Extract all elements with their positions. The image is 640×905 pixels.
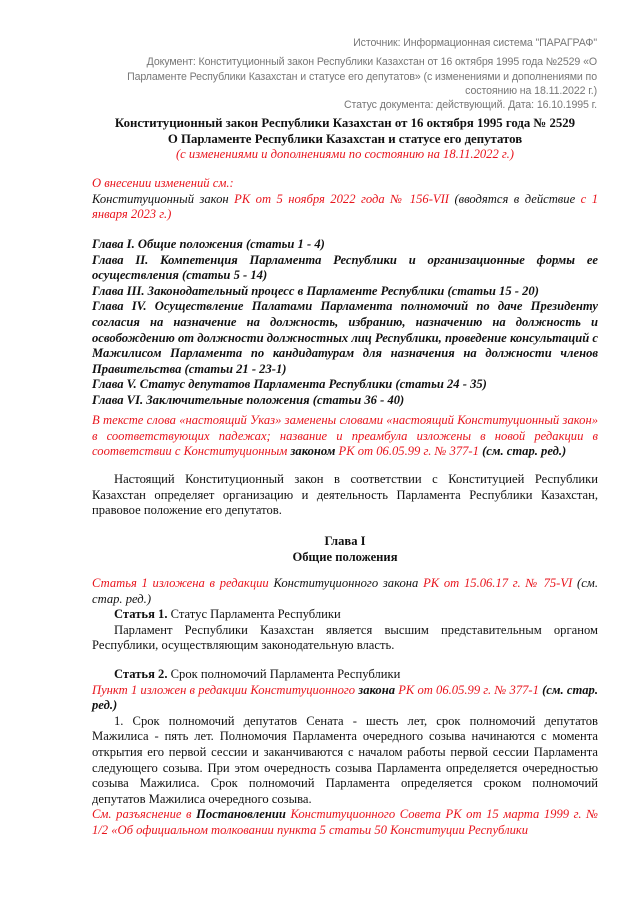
- see-also-bold: Постановлении: [196, 807, 286, 822]
- edit-note-law: законом: [290, 444, 336, 459]
- status-line: Статус документа: действующий. Дата: 16.10.1995 г.: [343, 99, 597, 111]
- changes-effect-link[interactable]: с 1 января 2023 г.): [92, 191, 599, 222]
- table-of-contents: [92, 237, 598, 409]
- toc-item[interactable]: Глава II. Компетенция Парламента Республики и организационные формы ее осуществления (статьи 5 - 14): [92, 252, 598, 283]
- preamble: Настоящий Конституционный закон в соответствии с Конституцией Республики Казахстан определяет организацию и деятельность Парламента Республики Казахстан, правовое положение его депутатов.: [92, 472, 598, 518]
- article1-note-law: Конституционного закона: [273, 576, 419, 590]
- old-edition-link[interactable]: (см. стар. ред.): [482, 444, 567, 459]
- article1-text: Парламент Республики Казахстан является высшим представительным органом Республики, осуществляющим законодательную власть.: [92, 622, 598, 653]
- changes-block: [92, 176, 598, 223]
- article1-note-text: Статья 1 изложена в редакции: [92, 576, 269, 590]
- article1-note-link[interactable]: РК от 15.06.17 г. № 75-VI: [423, 576, 573, 590]
- toc-item[interactable]: Глава V. Статус депутатов Парламента Республики (статьи 24 - 35): [92, 377, 487, 392]
- changes-heading: О внесении изменений см.:: [92, 176, 234, 190]
- article2-see-also: [92, 807, 598, 838]
- article2-note: [92, 683, 598, 714]
- doc-title: Конституционный закон Республики Казахстан от 16 октября 1995 года № 2529: [114, 116, 576, 130]
- document-line: Документ: Конституционный закон Республики Казахстан от 16 октября 1995 года №2529 «О Парламенте Республики Казахстан и статусе его депутатов» (с изменениями и дополнениями по состоянию на 18.11.2022 г.): [127, 56, 597, 98]
- edit-note-text: В тексте слова «настоящий Указ» заменены словами «настоящий Конституционный закон» в соответствующих падежах; название и преамбула изложены в новой редакции в соответствии с Конституционным: [92, 413, 598, 459]
- article2-title: Срок полномочий Парламента Республики: [170, 667, 401, 681]
- source-line: Источник: Информационная система "ПАРАГРАФ": [353, 37, 597, 49]
- article2-note-law: закона: [358, 682, 395, 697]
- article1-title: Статус Парламента Республики: [170, 607, 341, 621]
- article2-paragraph1: 1. Срок полномочий депутатов Сената - шесть лет, срок полномочий депутатов Мажилиса - пять лет. Полномочия Парламента очередного созыва начинаются с момента открытия его первой сессии и заканчиваются с началом работы первой сессии Парламента следующего созыва. При этом очередность созыва Парламента определяется очередностью созыва Мажилиса. Срок полномочий Парламента определяется сроком полномочий депутатов Мажилиса очередного созыва.: [92, 713, 598, 806]
- old-edition-link[interactable]: (см. стар. ред.): [92, 682, 598, 713]
- doc-subtitle: О Парламенте Республики Казахстан и статусе его депутатов: [167, 132, 523, 146]
- old-edition-link[interactable]: (см. стар. ред.): [92, 576, 598, 606]
- article1-note: [92, 576, 598, 607]
- article2: [92, 667, 598, 839]
- amend-date-link[interactable]: по состоянию на 18.11.2022 г.): [348, 147, 515, 161]
- changes-effect-text: (вводятся в действие: [454, 191, 576, 206]
- see-also-prefix: См. разъяснение в: [92, 807, 192, 822]
- article2-note-link[interactable]: РК от 06.05.99 г. № 377-1: [398, 682, 539, 697]
- changes-law-link[interactable]: РК от 5 ноября 2022 года № 156-VII: [234, 191, 449, 206]
- see-also-link[interactable]: Конституционного Совета РК от 15 марта 1999 г. № 1/2 «Об официальном толковании пункта 5 статьи 50 Конституции Республики: [92, 807, 598, 837]
- toc-item[interactable]: Глава I. Общие положения (статьи 1 - 4): [92, 237, 325, 251]
- toc-item[interactable]: Глава III. Законодательный процесс в Парламенте Республики (статьи 15 - 20): [92, 283, 539, 298]
- edit-note-link[interactable]: РК от 06.05.99 г. № 377-1: [338, 444, 479, 459]
- doc-amendments: [92, 147, 598, 163]
- chapter-name: Общие положения: [292, 550, 398, 564]
- edit-note: [92, 413, 598, 460]
- amend-prefix: (с изменениями и дополнениями: [175, 147, 346, 161]
- toc-item[interactable]: Глава IV. Осуществление Палатами Парламента полномочий по даче Президенту согласия на назначение на должность, избранию, назначению на должность и освобождению от должности должностных лиц Республики, проведение консультаций с Мажилисом Парламента по кандидатурам для назначения на должности членов Правительства (статьи 21 - 23-1): [92, 299, 598, 376]
- article1: [92, 607, 598, 654]
- toc-item[interactable]: Глава VI. Заключительные положения (статьи 36 - 40): [92, 392, 405, 407]
- changes-law-text: Конституционный закон: [92, 191, 229, 206]
- article1-label: Статья 1.: [114, 607, 168, 621]
- article2-label: Статья 2.: [114, 667, 168, 681]
- article2-note-text: Пункт 1 изложен в редакции Конституционного: [92, 682, 356, 697]
- chapter-number: Глава I: [324, 534, 366, 548]
